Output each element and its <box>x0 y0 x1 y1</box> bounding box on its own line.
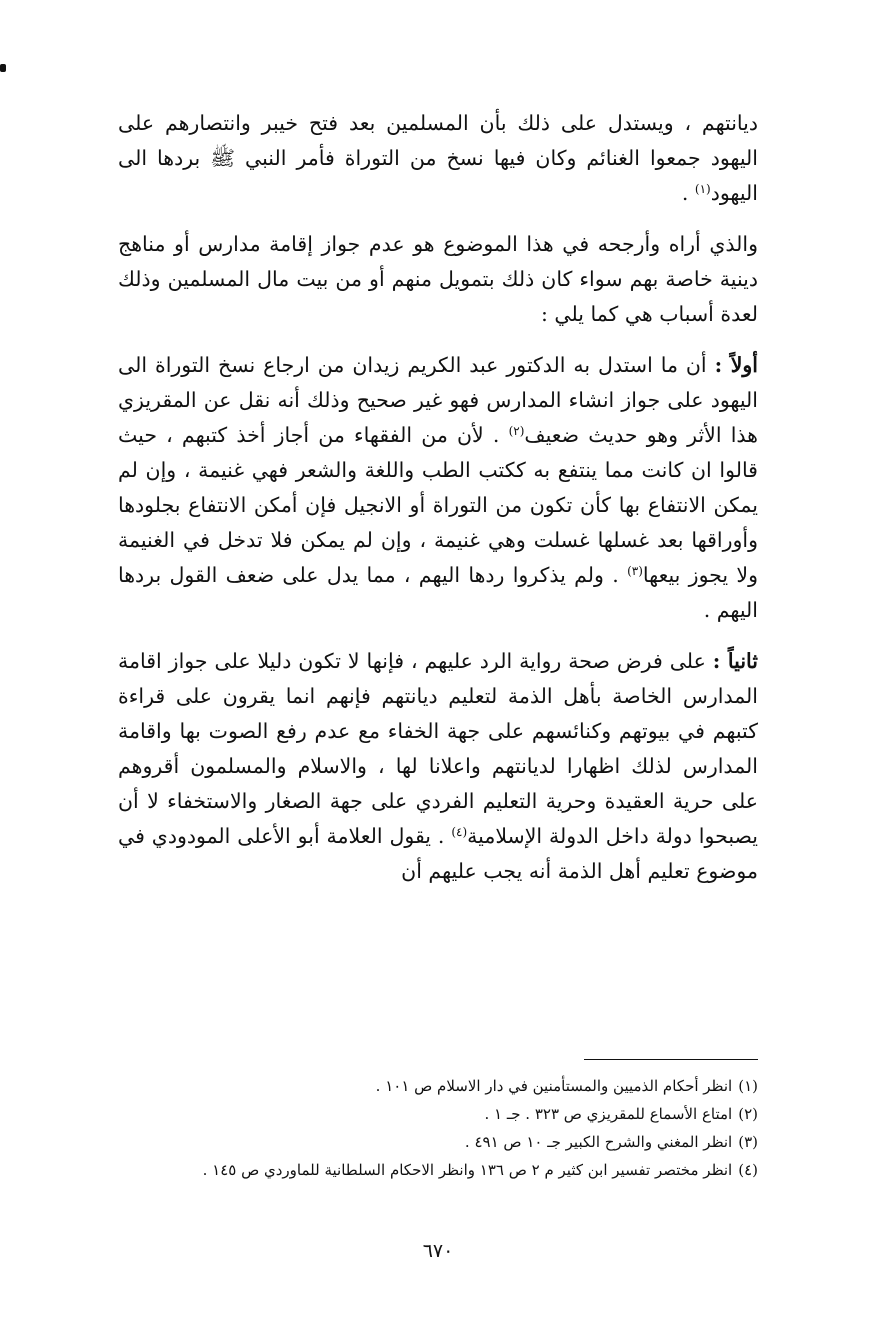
paragraph-2 <box>118 227 758 332</box>
paragraph-1-text: ديانتهم ، ويستدل على ذلك بأن المسلمين بعد فتح خيبر وانتصارهم على اليهود جمعوا الغنائم وكان فيها نسخ من التوراة فأمر النبي ﷺ بردها الى اليهود <box>118 111 758 205</box>
footnote-3 <box>118 1128 758 1156</box>
paragraph-3-text: أن ما استدل به الدكتور عبد الكريم زيدان من ارجاع نسخ التوراة الى اليهود على جواز انشاء المدارس فهو غير صحيح وذلك أنه نقل عن المقريزي هذا الأثر وهو حديث ضعيف <box>118 353 758 447</box>
paragraph-3-tail: . لأن من الفقهاء من أجاز أخذ كتبهم ، حيث قالوا ان كانت مما ينتفع به ككتب الطب واللغة والشعر فهي غنيمة ، وإن لم يمكن الانتفاع بها كأن تكون من التوراة أو الانجيل فإن أمكن الانتفاع بجلودها وأوراقها بعد غسلها غسلت وهي غنيمة ، وإن لم يمكن فلا تدخل في الغنيمة ولا يجوز بيعها <box>118 423 758 587</box>
paragraph-4-text: على فرض صحة رواية الرد عليهم ، فإنها لا تكون دليلا على جواز اقامة المدارس الخاصة بأهل الذمة لتعليم ديانتهم فإنهم انما يقرون على قراءة كتبهم في بيوتهم وكنائسهم على جهة الخفاء مع عدم رفع الصوت بها واقامة المدارس لذلك اظهارا لديانتهم واعلانا لها ، والاسلام والمسلمون أقروهم على حرية العقيدة وحرية التعليم الفردي على جهة الصغار والاستخفاء لا أن يصبحوا دولة داخل الدولة الإسلامية <box>118 649 758 848</box>
page-number: ٦٧٠ <box>422 1240 454 1262</box>
paragraph-4 <box>118 644 758 889</box>
footnote-1-text: انظر أحكام الذميين والمستأمنين في دار الاسلام ص ١٠١ . <box>375 1077 733 1095</box>
footnote-2-number: (٢) <box>738 1105 758 1123</box>
footnote-2 <box>118 1100 758 1128</box>
footnote-ref-2: (٢) <box>508 424 525 438</box>
footnote-ref-4: (٤) <box>451 825 468 839</box>
footnote-2-text: امتاع الأسماع للمقريزي ص ٣٢٣ . جـ ١ . <box>484 1105 733 1123</box>
footnote-ref-1: (١) <box>694 182 711 196</box>
footnote-4-text: انظر مختصر تفسير ابن كثير م ٢ ص ١٣٦ وانظر الاحكام السلطانية للماوردي ص ١٤٥ . <box>202 1161 733 1179</box>
paragraph-1 <box>118 106 758 211</box>
paragraph-1-tail: . <box>681 181 695 205</box>
paragraph-3 <box>118 348 758 628</box>
footnote-3-text: انظر المغني والشرح الكبير جـ ١٠ ص ٤٩١ . <box>464 1133 733 1151</box>
margin-dot <box>0 64 6 72</box>
footnotes <box>118 1072 758 1184</box>
paragraph-2-text: والذي أراه وأرجحه في هذا الموضوع هو عدم جواز إقامة مدارس أو مناهج دينية خاصة بهم سواء كان ذلك بتمويل منهم أو من بيت مال المسلمين وذلك لعدة أسباب هي كما يلي : <box>118 232 758 326</box>
footnote-3-number: (٣) <box>738 1133 758 1151</box>
footnote-divider <box>584 1059 758 1060</box>
footnote-1-number: (١) <box>738 1077 758 1095</box>
paragraph-4-tail: . يقول العلامة أبو الأعلى المودودي في موضوع تعليم أهل الذمة أنه يجب عليهم أن <box>118 824 758 883</box>
footnote-4 <box>118 1156 758 1184</box>
footnote-4-number: (٤) <box>738 1161 758 1179</box>
footnote-1 <box>118 1072 758 1100</box>
paragraph-4-lead: ثانياً : <box>712 649 758 673</box>
paragraph-3-tail-2: . ولم يذكروا ردها اليهم ، مما يدل على ضعف القول بردها اليهم . <box>118 563 758 622</box>
paragraph-3-lead: أولاً : <box>714 353 758 377</box>
footnote-ref-3: (٣) <box>627 564 643 578</box>
main-body-text <box>118 106 758 905</box>
